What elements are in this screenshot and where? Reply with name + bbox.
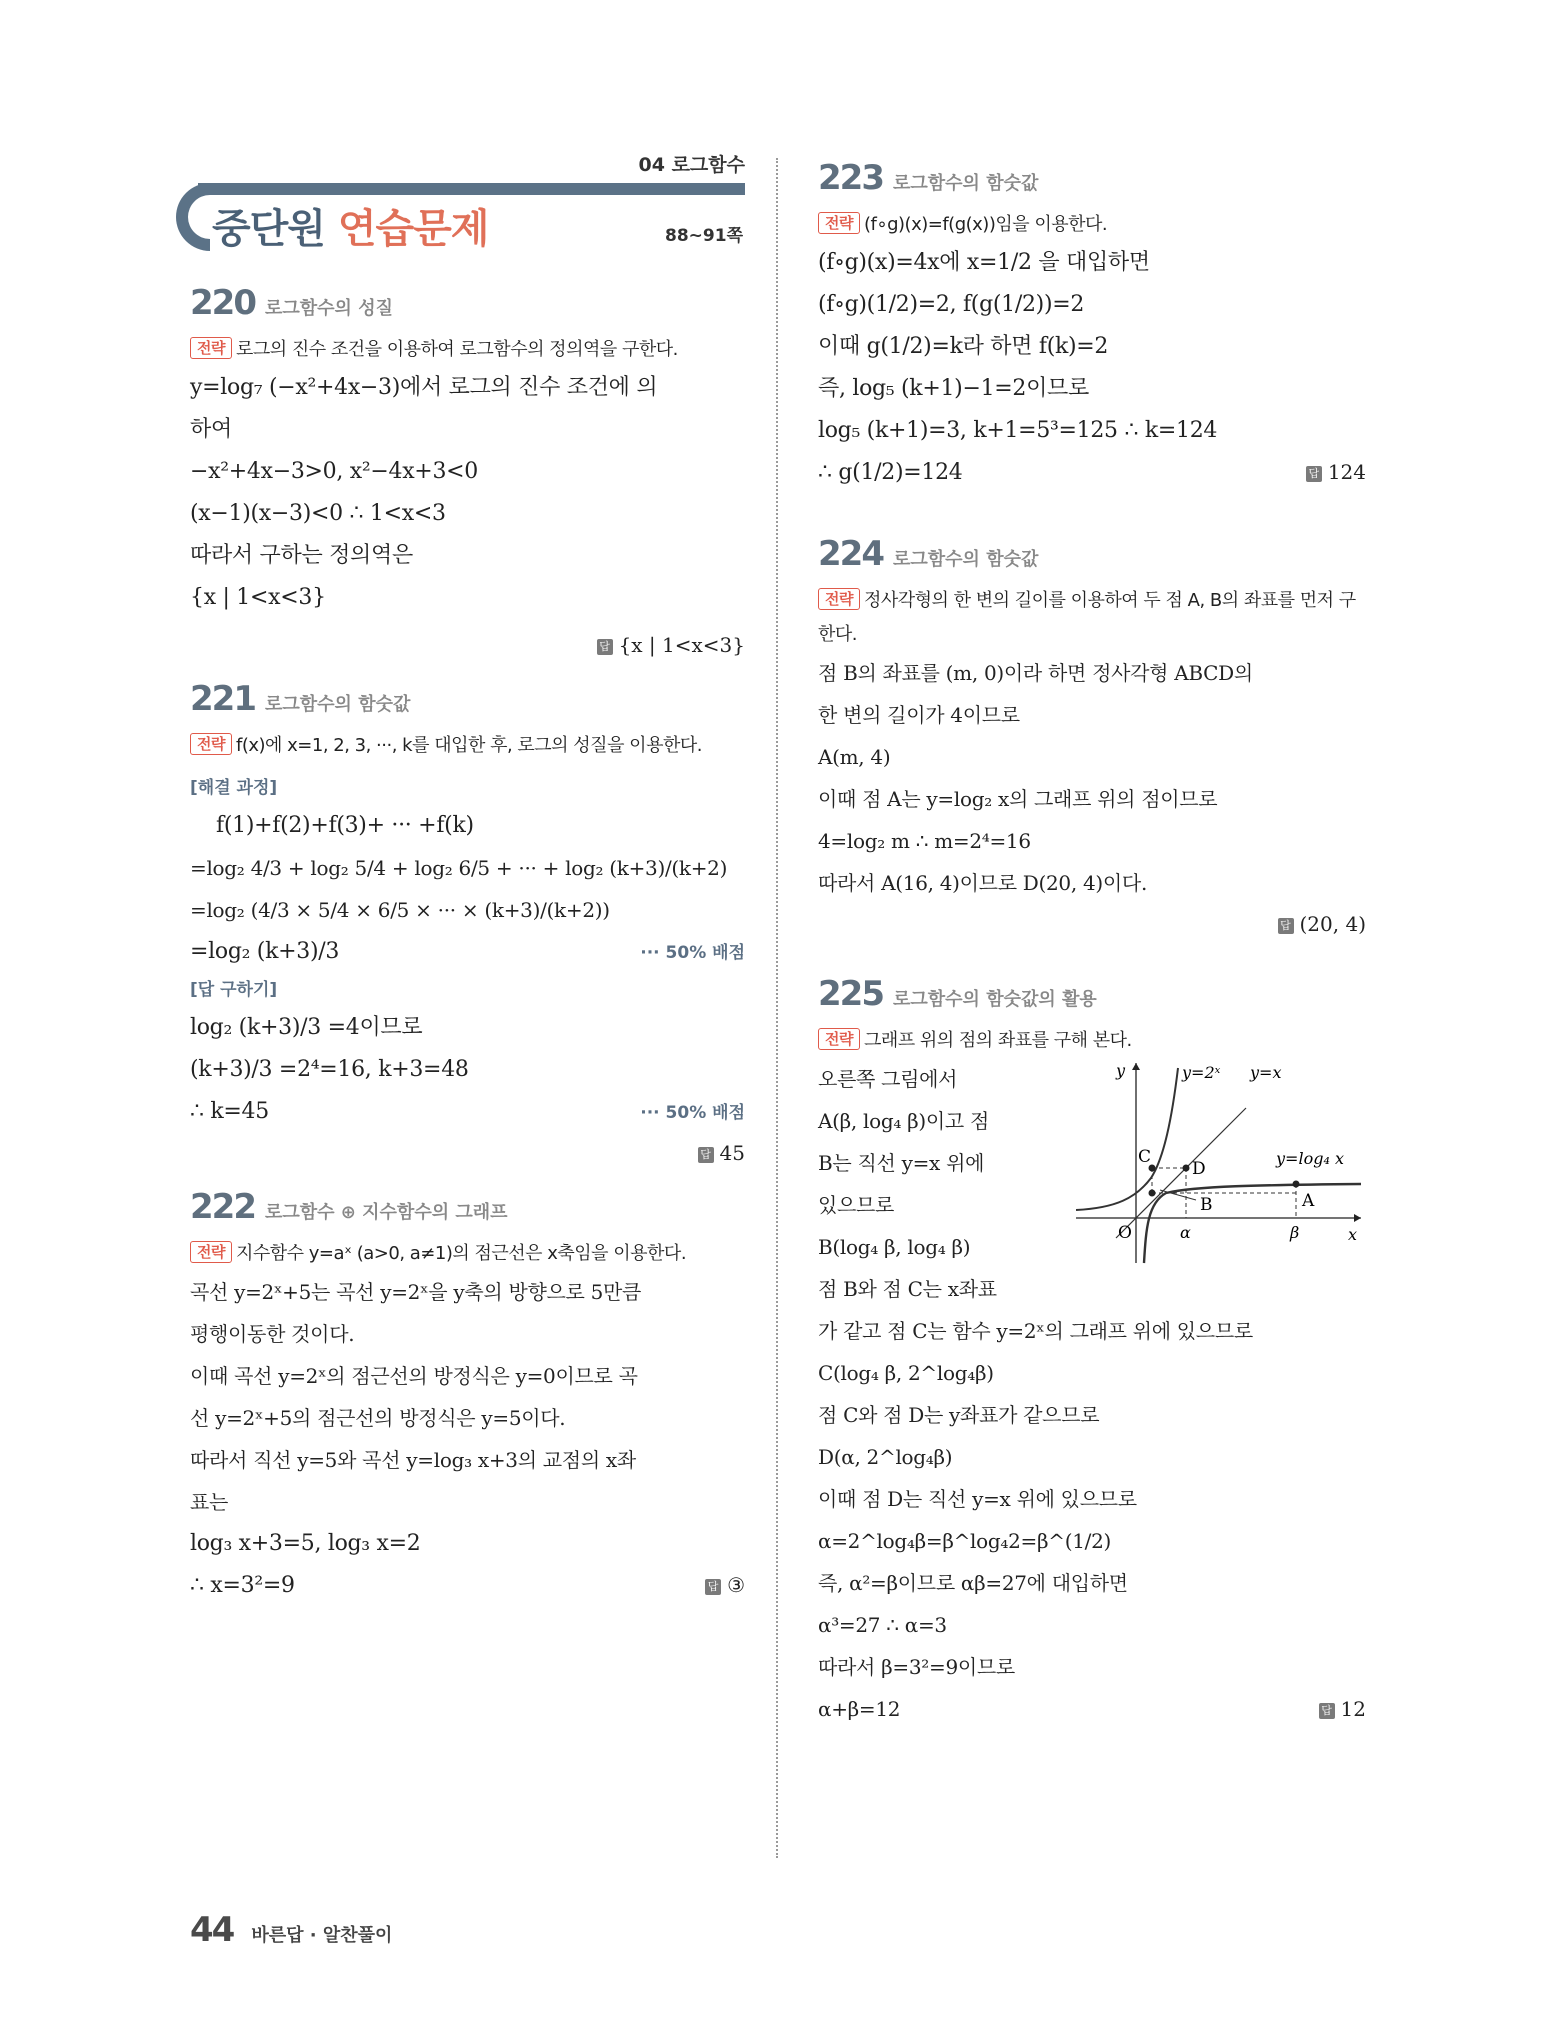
label-beta: β	[1290, 1223, 1300, 1242]
solution-line: (f∘g)(1/2)=2, f(g(1/2))=2	[818, 292, 1085, 317]
problem-225-body	[818, 1058, 1366, 1310]
solution-line: A(β, log₄ β)이고 점	[818, 1109, 990, 1133]
solution-line: (k+3)/3 =2⁴=16, k+3=48	[190, 1057, 469, 1082]
strategy	[818, 584, 1366, 652]
solution-line: ∴ k=45	[190, 1099, 269, 1124]
problem-header	[190, 679, 745, 719]
problem-header	[818, 974, 1366, 1014]
solution-line: C(log₄ β, 2^log₄β)	[818, 1361, 994, 1385]
answer-tag: 답	[705, 1579, 721, 1595]
strategy-text: 로그의 진수 조건을 이용하여 로그함수의 정의역을 구한다.	[235, 339, 678, 360]
solution-line: 따라서 직선 y=5와 곡선 y=log₃ x+3의 교점의 x좌	[190, 1448, 636, 1472]
label-x: x	[1348, 1225, 1358, 1244]
solution-row	[190, 1091, 745, 1133]
point-d	[1183, 1165, 1190, 1172]
answer-row	[818, 452, 1366, 494]
strategy-tag: 전략	[818, 1028, 860, 1050]
problem-number: 224	[818, 534, 883, 574]
solution-line: 가 같고 점 C는 함수 y=2ˣ의 그래프 위에 있으므로	[818, 1319, 1253, 1343]
solution-line: 있으므로	[818, 1193, 895, 1217]
problem-224	[818, 534, 1366, 944]
strategy-text: 지수함수 y=aˣ (a>0, a≠1)의 점근선은 x축임을 이용한다.	[235, 1243, 687, 1264]
solution-line: 즉, α²=β이므로 αβ=27에 대입하면	[818, 1571, 1128, 1595]
problem-number: 223	[818, 158, 883, 198]
answer-tag: 답	[597, 639, 613, 655]
strategy-text: 그래프 위의 점의 좌표를 구해 본다.	[863, 1030, 1132, 1051]
score-label: ··· 50% 배점	[640, 1103, 745, 1123]
answer-tag: 답	[698, 1147, 714, 1163]
solution-line: (x−1)(x−3)<0 ∴ 1<x<3	[190, 501, 446, 526]
answer-value: 12	[1340, 1697, 1366, 1721]
strategy	[190, 729, 745, 763]
solution-line: −x²+4x−3>0, x²−4x+3<0	[190, 459, 478, 484]
strategy-tag: 전략	[190, 733, 232, 755]
answer-value: (20, 4)	[1299, 912, 1366, 936]
solution-line: 오른쪽 그림에서	[818, 1067, 958, 1091]
answer	[1306, 452, 1366, 492]
chapter-label: 04 로그함수	[638, 154, 745, 176]
solution-line: ∴ g(1/2)=124	[818, 460, 963, 485]
problem-title: 로그함수의 성질	[264, 298, 393, 319]
answer-value: 45	[719, 1141, 745, 1165]
solution-line: 곡선 y=2ˣ+5는 곡선 y=2ˣ을 y축의 방향으로 5만큼	[190, 1280, 642, 1304]
right-column	[818, 158, 1366, 1730]
solution-line: 이때 점 A는 y=log₂ x의 그래프 위의 점이므로	[818, 787, 1218, 811]
sub-heading-process: [해결 과정]	[190, 778, 278, 798]
solution-line: ∴ x=3²=9	[190, 1573, 295, 1598]
solution-line: 따라서 A(16, 4)이므로 D(20, 4)이다.	[818, 871, 1147, 895]
label-exp: y=2ˣ	[1182, 1063, 1221, 1082]
solution-line: 즉, log₅ (k+1)−1=2이므로	[818, 376, 1089, 401]
solution-line: y=log₇ (−x²+4x−3)에서 로그의 진수 조건에 의	[190, 375, 658, 400]
footer	[190, 1910, 392, 1950]
solution-line: α=2^log₄β=β^log₄2=β^(1/2)	[818, 1529, 1111, 1553]
problem-title: 로그함수의 함숫값	[892, 549, 1039, 570]
problem-number: 225	[818, 974, 883, 1014]
solution-line: B(log₄ β, log₄ β)	[818, 1235, 971, 1259]
problem-223	[818, 158, 1366, 494]
solution-line: 하여	[190, 417, 232, 442]
left-column	[190, 150, 745, 1607]
strategy-text: 정사각형의 한 변의 길이를 이용하여 두 점 A, B의 좌표를 먼저 구한다.	[818, 590, 1356, 645]
problem-header	[818, 158, 1366, 198]
solution-line: 점 C와 점 D는 y좌표가 같으므로	[818, 1403, 1100, 1427]
answer-value: ③	[727, 1573, 745, 1597]
strategy-tag: 전략	[818, 212, 860, 234]
solution-line: log₂ (k+3)/3 =4이므로	[190, 1015, 423, 1040]
solution-line: (f∘g)(x)=4x에 x=1/2 을 대입하면	[818, 250, 1150, 275]
solution-line: 평행이동한 것이다.	[190, 1322, 355, 1346]
strategy	[190, 333, 745, 367]
solution-line: A(m, 4)	[818, 745, 891, 769]
solution-line: 따라서 구하는 정의역은	[190, 543, 413, 568]
strategy-tag: 전략	[818, 588, 860, 610]
solution-line: 따라서 β=3²=9이므로	[818, 1655, 1015, 1679]
answer-value: {x | 1<x<3}	[618, 633, 745, 657]
solution-line: 이때 g(1/2)=k라 하면 f(k)=2	[818, 334, 1109, 359]
banner-title-b: 연습문제	[337, 206, 489, 252]
point-a	[1293, 1181, 1300, 1188]
problem-header	[190, 283, 745, 323]
solution-line: 이때 곡선 y=2ˣ의 점근선의 방정식은 y=0이므로 곡	[190, 1364, 638, 1388]
page-number: 44	[190, 1910, 234, 1950]
answer-tag: 답	[1306, 466, 1322, 482]
solution-line: f(1)+f(2)+f(3)+ ··· +f(k)	[216, 813, 474, 838]
solution-line: 한 변의 길이가 4이므로	[818, 703, 1020, 727]
strategy	[818, 208, 1366, 242]
answer-row	[190, 1565, 745, 1607]
answer-tag: 답	[1278, 918, 1294, 934]
answer-tag: 답	[1319, 1703, 1335, 1719]
label-line: y=x	[1250, 1063, 1282, 1082]
solution-line: =log₂ (4/3 × 5/4 × 6/5 × ··· × (k+3)/(k+2))	[190, 898, 610, 922]
solution-line: 이때 점 D는 직선 y=x 위에 있으므로	[818, 1487, 1137, 1511]
solution-line: =log₂ (k+3)/3	[190, 939, 340, 964]
problem-title: 로그함수의 함숫값의 활용	[892, 989, 1097, 1010]
curve-exp	[1076, 1068, 1178, 1210]
solution-line: B는 직선 y=x 위에	[818, 1151, 985, 1175]
solution-line: =log₂ 4/3 + log₂ 5/4 + log₂ 6/5 + ··· + log₂ (k+3)/(k+2)	[190, 856, 728, 880]
label-y: y	[1116, 1061, 1126, 1080]
solution-line: log₃ x+3=5, log₃ x=2	[190, 1531, 421, 1556]
banner-title	[212, 197, 488, 254]
solution-line: α+β=12	[818, 1697, 901, 1721]
strategy-tag: 전략	[190, 337, 232, 359]
x-axis-arrow	[1354, 1214, 1361, 1222]
solution-line: 4=log₂ m ∴ m=2⁴=16	[818, 829, 1031, 853]
problem-title: 로그함수 ⊕ 지수함수의 그래프	[264, 1202, 508, 1223]
problem-title: 로그함수의 함숫값	[264, 694, 411, 715]
problem-222	[190, 1187, 745, 1607]
problem-header	[818, 534, 1366, 574]
problem-221	[190, 679, 745, 1173]
solution-row	[190, 931, 745, 973]
solution-line: 표는	[190, 1490, 229, 1514]
problem-number: 221	[190, 679, 255, 719]
solution-line: log₅ (k+1)=3, k+1=5³=125 ∴ k=124	[818, 418, 1218, 443]
answer	[705, 1565, 745, 1605]
solution-line: 점 B의 좌표를 (m, 0)이라 하면 정사각형 ABCD의	[818, 661, 1253, 685]
strategy	[818, 1024, 1366, 1058]
curve-log	[1144, 1184, 1361, 1263]
solution-line: D(α, 2^log₄β)	[818, 1445, 953, 1469]
page-range: 88~91쪽	[665, 226, 743, 246]
banner-bar	[198, 183, 745, 195]
label-a: A	[1302, 1191, 1315, 1211]
label-c: C	[1138, 1147, 1152, 1167]
problem-number: 220	[190, 283, 255, 323]
problem-header	[190, 1187, 745, 1227]
answer	[818, 904, 1366, 944]
problem-number: 222	[190, 1187, 255, 1227]
problem-220	[190, 283, 745, 665]
answer	[1319, 1689, 1366, 1729]
banner-hook	[176, 183, 210, 251]
log-exp-graph	[1076, 1058, 1366, 1268]
label-b: B	[1200, 1195, 1213, 1215]
point-b	[1149, 1190, 1156, 1197]
strategy-text: f(x)에 x=1, 2, 3, ···, k를 대입한 후, 로그의 성질을 이용한다.	[235, 735, 702, 756]
strategy-tag: 전략	[190, 1241, 232, 1263]
solution-line: 점 B와 점 C는 x좌표	[818, 1277, 997, 1301]
strategy	[190, 1237, 745, 1271]
banner-title-a: 중단원	[212, 206, 325, 252]
answer-row	[818, 1688, 1366, 1730]
strategy-text: (f∘g)(x)=f(g(x))임을 이용한다.	[863, 214, 1108, 235]
answer-value: 124	[1327, 460, 1366, 484]
solution-line: α³=27 ∴ α=3	[818, 1613, 947, 1637]
sub-heading-answer: [답 구하기]	[190, 980, 278, 1000]
solution-line: {x | 1<x<3}	[190, 585, 326, 610]
label-log: y=log₄ x	[1276, 1149, 1344, 1168]
problem-title: 로그함수의 함숫값	[892, 173, 1039, 194]
solution-line: 선 y=2ˣ+5의 점근선의 방정식은 y=5이다.	[190, 1406, 566, 1430]
label-alpha: α	[1180, 1223, 1191, 1242]
score-label: ··· 50% 배점	[640, 943, 745, 963]
label-origin: O	[1118, 1223, 1132, 1243]
y-axis-arrow	[1132, 1063, 1140, 1070]
answer	[190, 1133, 745, 1173]
answer	[190, 625, 745, 665]
problem-225	[818, 974, 1366, 1730]
section-banner	[176, 183, 745, 269]
label-d: D	[1192, 1159, 1206, 1179]
column-divider	[776, 158, 778, 1858]
footer-label: 바른답 · 알찬풀이	[251, 1925, 393, 1946]
